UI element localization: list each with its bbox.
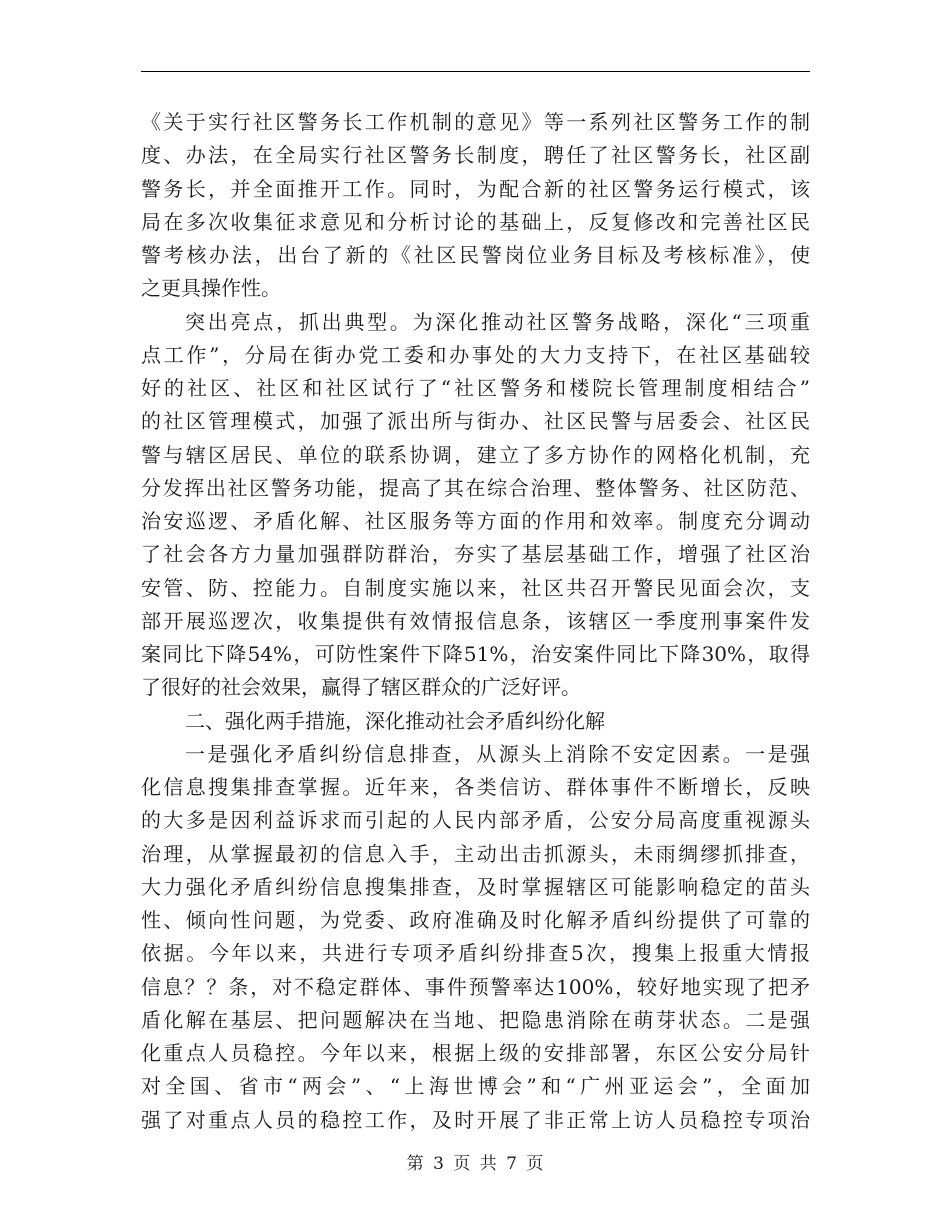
body-text-line: 好的社区、社区和社区试行了“社区警务和楼院长管理制度相结合” xyxy=(141,376,810,400)
body-text-line: 化重点人员稳控。今年以来，根据上级的安排部署，东区公安分局针 xyxy=(141,1041,810,1065)
body-text-line: 《关于实行社区警务长工作机制的意见》等一系列社区警务工作的制 xyxy=(141,110,810,134)
body-text-line: 安管、防、控能力。自制度实施以来，社区共召开警民见面会次，支 xyxy=(141,575,810,600)
body-text-line: 点工作”，分局在街办党工委和办事处的大力支持下，在社区基础较 xyxy=(141,342,810,367)
body-text-line: 性、倾向性问题，为党委、政府准确及时化解矛盾纠纷提供了可靠的 xyxy=(141,908,810,932)
document-body xyxy=(141,106,810,1137)
body-text-line: 的大多是因利益诉求而引起的人民内部矛盾，公安分局高度重视源头 xyxy=(141,808,810,833)
body-text-line: 一是强化矛盾纠纷信息排查，从源头上消除不安定因素。一是强 xyxy=(185,741,810,766)
body-text-line: 警与辖区居民、单位的联系协调，建立了多方协作的网格化机制，充 xyxy=(141,442,810,467)
body-text-line: 之更具操作性。 xyxy=(141,276,281,301)
body-text-line: 二、强化两手措施，深化推动社会矛盾纠纷化解 xyxy=(185,708,605,733)
body-text-line: 治理，从掌握最初的信息入手，主动出击抓源头，未雨绸缪抓排查， xyxy=(141,841,810,866)
body-text-line: 案同比下降54%，可防性案件下降51%，治安案件同比下降30%，取得 xyxy=(141,642,810,666)
body-text-line: 部开展巡逻次，收集提供有效情报信息条，该辖区一季度刑事案件发 xyxy=(141,608,810,633)
body-text-line: 警务长，并全面推开工作。同时，为配合新的社区警务运行模式，该 xyxy=(141,176,810,201)
body-text-line: 化信息搜集排查掌握。近年来，各类信访、群体事件不断增长，反映 xyxy=(141,775,810,799)
body-text-line: 局在多次收集征求意见和分析讨论的基础上，反复修改和完善社区民 xyxy=(141,209,810,234)
body-text-line: 治安巡逻、矛盾化解、社区服务等方面的作用和效率。制度充分调动 xyxy=(141,509,810,533)
body-text-line: 大力强化矛盾纠纷信息搜集排查，及时掌握辖区可能影响稳定的苗头 xyxy=(141,874,810,899)
body-text-line: 强了对重点人员的稳控工作，及时开展了非正常上访人员稳控专项治 xyxy=(141,1107,810,1132)
body-text-line: 对全国、省市“两会”、“上海世博会”和“广州亚运会”，全面加 xyxy=(141,1074,810,1099)
body-text-line: 分发挥出社区警务功能，提高了其在综合治理、整体警务、社区防范、 xyxy=(141,475,810,500)
body-text-line: 突出亮点，抓出典型。为深化推动社区警务战略，深化“三项重 xyxy=(185,309,810,334)
body-text-line: 了社会各方力量加强群防群治，夯实了基层基础工作，增强了社区治 xyxy=(141,542,810,567)
body-text-line: 盾化解在基层、把问题解决在当地、把隐患消除在萌芽状态。二是强 xyxy=(141,1007,810,1032)
body-text-line: 依据。今年以来，共进行专项矛盾纠纷排查5次，搜集上报重大情报 xyxy=(141,941,810,966)
body-text-line: 信息？？条，对不稳定群体、事件预警率达100%，较好地实现了把矛 xyxy=(141,974,810,999)
body-text-line: 了很好的社会效果，赢得了辖区群众的广泛好评。 xyxy=(141,675,581,700)
body-text-line: 度、办法，在全局实行社区警务长制度，聘任了社区警务长，社区副 xyxy=(141,143,810,168)
body-text-line: 警考核办法，出台了新的《社区民警岗位业务目标及考核标准》，使 xyxy=(141,243,810,267)
body-text-line: 的社区管理模式，加强了派出所与街办、社区民警与居委会、社区民 xyxy=(141,409,810,434)
header-rule xyxy=(141,71,810,72)
page-footer: 第 3 页 共 7 页 xyxy=(406,1154,544,1174)
